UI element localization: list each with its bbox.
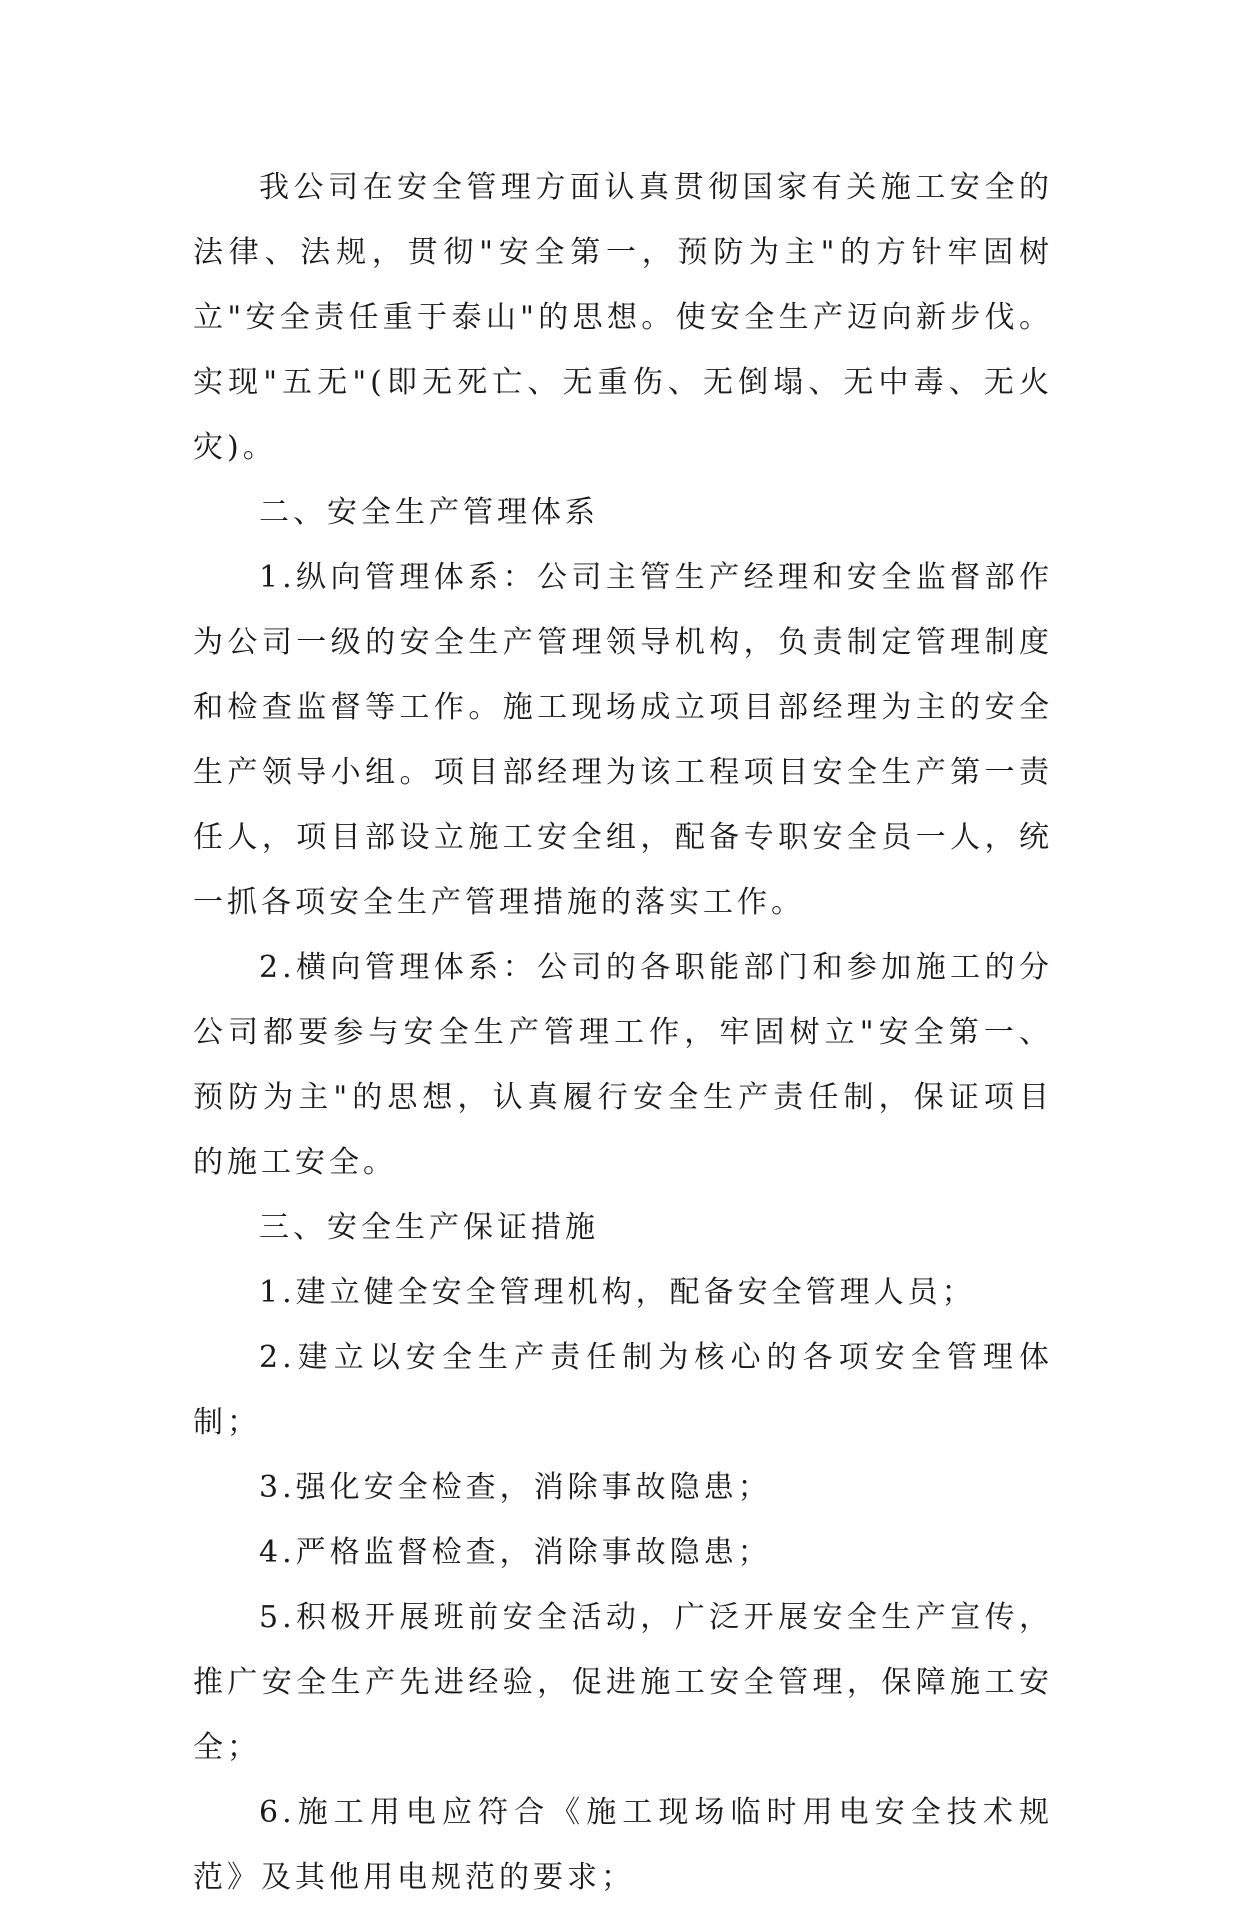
list-item-measure-6: 6.施工用电应符合《施工现场临时用电安全技术规范》及其他用电规范的要求；: [193, 1795, 1053, 1895]
paragraph-horizontal-system: 2.横向管理体系：公司的各职能部门和参加施工的分公司都要参与安全生产管理工作，牢固树立"安全第一、预防为主"的思想，认真履行安全生产责任制，保证项目的施工安全。: [193, 950, 1053, 1180]
list-item-measure-5: 5.积极开展班前安全活动，广泛开展安全生产宣传，推广安全生产先进经验，促进施工安全管理，保障施工安全；: [193, 1600, 1053, 1765]
list-item-measure-3: 3.强化安全检查，消除事故隐患；: [259, 1470, 772, 1505]
list-item-measure-4: 4.严格监督检查，消除事故隐患；: [259, 1535, 772, 1570]
paragraph-intro: 我公司在安全管理方面认真贯彻国家有关施工安全的法律、法规，贯彻"安全第一，预防为主"的方针牢固树立"安全责任重于泰山"的思想。使安全生产迈向新步伐。实现"五无"(即无死亡、无重伤、无倒塌、无中毒、无火灾)。: [193, 170, 1053, 465]
document-body: [193, 155, 1053, 1910]
heading-safety-measures: 三、安全生产保证措施: [259, 1210, 599, 1245]
heading-management-system: 二、安全生产管理体系: [259, 495, 599, 530]
list-item-measure-2: 2.建立以安全生产责任制为核心的各项安全管理体制；: [193, 1340, 1053, 1440]
list-item-measure-1: 1.建立健全安全管理机构，配备安全管理人员；: [259, 1275, 976, 1310]
paragraph-vertical-system: 1.纵向管理体系：公司主管生产经理和安全监督部作为公司一级的安全生产管理领导机构，负责制定管理制度和检查监督等工作。施工现场成立项目部经理为主的安全生产领导小组。项目部经理为该工程项目安全生产第一责任人，项目部设立施工安全组，配备专职安全员一人，统一抓各项安全生产管理措施的落实工作。: [193, 560, 1053, 920]
